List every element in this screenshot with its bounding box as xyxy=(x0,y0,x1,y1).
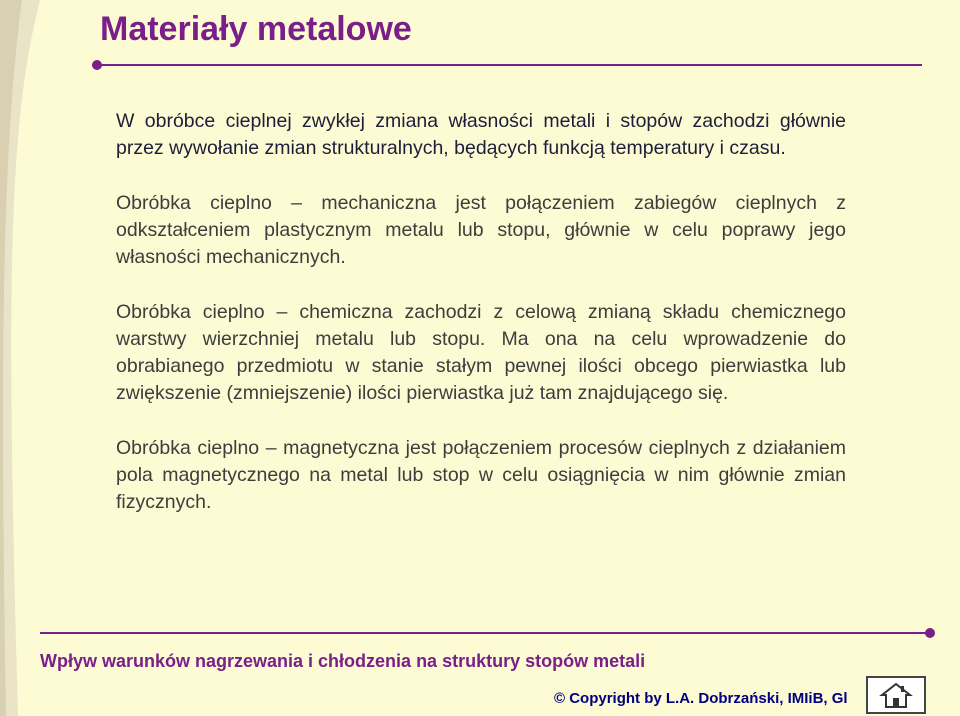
home-icon xyxy=(879,681,913,709)
slide-content xyxy=(116,108,846,544)
page-title: Materiały metalowe xyxy=(100,10,412,48)
paragraph-3: Obróbka cieplno – chemiczna zachodzi z celową zmianą składu chemicznego warstwy wierzchniej metalu lub stopu. Ma ona na celu wprowadzenie do obrabianego przedmiotu w stanie stałym pewnej ilości obcego pierwiastka lub zwiększenie (zmniejszenie) ilości pierwiastka już tam znajdującego się. xyxy=(116,301,846,404)
paragraph-2: Obróbka cieplno – mechaniczna jest połączeniem zabiegów cieplnych z odkształceniem plastycznym metalu lub stopu, głównie w celu poprawy jego własności mechanicznych. xyxy=(116,192,846,268)
bottom-divider xyxy=(40,632,930,634)
paragraph-4: Obróbka cieplno – magnetyczna jest połączeniem procesów cieplnych z działaniem pola magnetycznego na metal lub stop w celu osiągnięcia w nim głównie zmian fizycznych. xyxy=(116,437,846,513)
paragraph-1: W obróbce cieplnej zwykłej zmiana własności metali i stopów zachodzi głównie przez wywołanie zmian strukturalnych, będących funkcją temperatury i czasu. xyxy=(116,110,846,159)
home-button[interactable] xyxy=(866,676,926,714)
rule-dot-bottom xyxy=(925,628,935,638)
decorative-swoosh xyxy=(0,0,70,716)
footer-title: Wpływ warunków nagrzewania i chłodzenia na struktury stopów metali xyxy=(40,651,646,671)
copyright-text: © Copyright by L.A. Dobrzański, IMIiB, Gl xyxy=(554,690,848,707)
top-divider xyxy=(96,64,922,66)
